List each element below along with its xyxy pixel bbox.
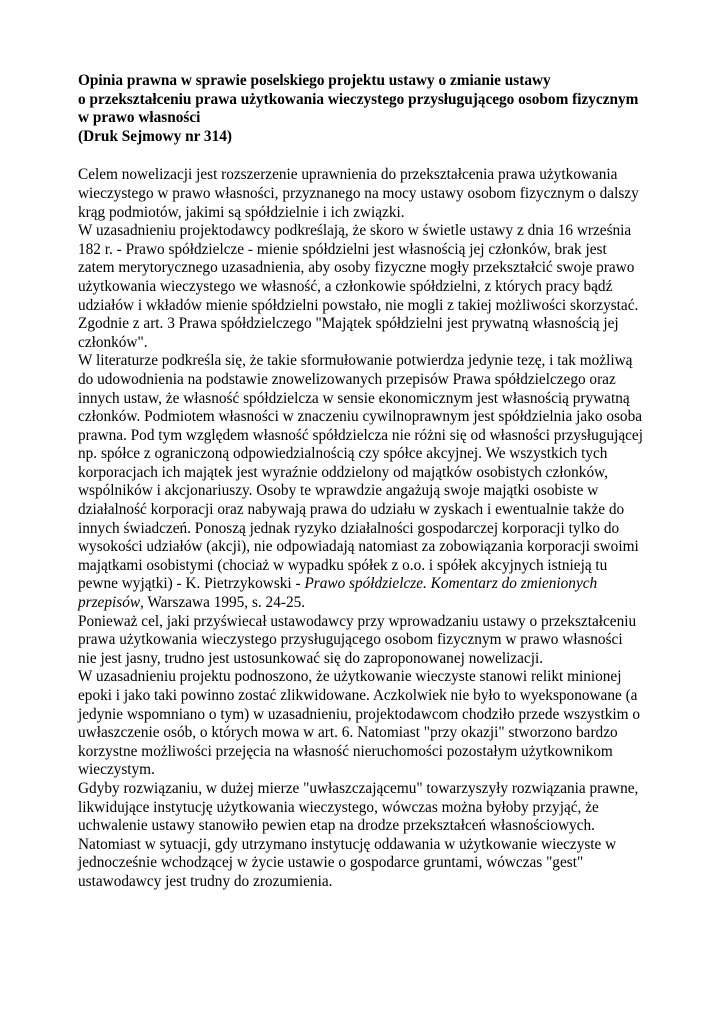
document-page	[78, 72, 644, 892]
paragraph-relic: W uzasadnieniu projektu podnoszono, że użytkowanie wieczyste stanowi relikt minionej epoki i jako taki powinno zostać zlikwidowane. Aczkolwiek nie było to wyeksponowane (a jedynie wspomniano o tym) w uzasadnieniu, projektodawcom chodziło przede wszystkim o uwłaszczenie osób, o których mowa w art. 6. Natomiast "przy okazji" stworzono bardzo korzystne możliwości przejęcia na własność nieruchomości pozostałym użytkownikom wieczystym.	[78, 668, 641, 779]
spacer	[78, 146, 644, 166]
title-line: (Druk Sejmowy nr 314)	[78, 127, 232, 145]
title-line: o przekształceniu prawa użytkowania wieczystego przysługującego osobom fizycznym w prawo własności	[78, 90, 639, 127]
literature-text: W literaturze podkreśla się, że takie sformułowanie potwierdza jedynie tezę, i tak możliwą do udowodnienia na podstawie znowelizowanych przepisów Prawa spółdzielczego oraz innych ustaw, że własność spółdzielcza w sensie ekonomicznym jest własnością prywatną członków. Podmiotem własności w znaczeniu cywilnoprawnym jest spółdzielnia jako osoba prawna. Pod tym względem własność spółdzielcza nie różni się od własności przysługującej np. spółce z ograniczoną odpowiedzialnością czy spółce akcyjnej. We wszystkich tych korporacjach ich majątek jest wyraźnie oddzielony od majątków osobistych członków, wspólników i akcjonariuszy. Osoby te wprawdzie angażują swoje majątki osobiste w działalność korporacji oraz nabywają prawa do udziału w zyskach i ewentualnie także do innych świadczeń. Ponoszą jednak ryzyko działalności gospodarczej korporacji tylko do wysokości udziałów (akcji), nie odpowiadają natomiast za zobowiązania korporacji swoimi majątkami osobistymi (chociaż w wypadku spółek z o.o. i spółek akcyjnych istnieją tu pewne wyjątki) - K. Pietrzykowski -	[78, 352, 643, 593]
literature-citation-tail: , Warszawa 1995, s. 24-25.	[140, 594, 306, 612]
paragraph-purpose: Celem nowelizacji jest rozszerzenie uprawnienia do przekształcenia prawa użytkowania wieczystego w prawo własności, przyznanego na mocy ustawy osobom fizycznym o dalszy krąg podmiotów, jakimi są spółdzielnie i ich związki.	[78, 166, 639, 221]
title-line: Opinia prawna w sprawie poselskiego projektu ustawy o zmianie ustawy	[78, 72, 551, 89]
paragraph-legislator-purpose: Ponieważ cel, jaki przyświecał ustawodawcy przy wprowadzaniu ustawy o przekształceniu prawa użytkowania wieczystego przysługującego osobom fizycznym w prawo własności nie jest jasny, trudno jest ustosunkować się do zaproponowanej nowelizacji.	[78, 612, 637, 667]
paragraph-literature	[78, 352, 644, 612]
paragraph-justification: W uzasadnieniu projektodawcy podkreślają, że skoro w świetle ustawy z dnia 16 września 182 r. - Prawo spółdzielcze - mienie spółdzielni jest własnością jej członków, brak jest zatem merytorycznego uzasadnienia, aby osoby fizyczne mogły przekształcić swoje prawo użytkowania wieczystego we własność, a członkowie spółdzielni, z których pracy bądź udziałów i wkładów mienie spółdzielni powstało, nie mogli z takiej możliwości skorzystać. Zgodnie z art. 3 Prawa spółdzielczego "Majątek spółdzielni jest prywatną własnością jej członków".	[78, 222, 639, 351]
paragraph-conclusion: Gdyby rozwiązaniu, w dużej mierze "uwłaszczającemu" towarzyszyły rozwiązania prawne, likwidujące instytucję użytkowania wieczystego, wówczas można byłoby przyjąć, że uchwalenie ustawy stanowiło pewien etap na drodze przekształceń własnościowych. Natomiast w sytuacji, gdy utrzymano instytucję oddawania w użytkowanie wieczyste w jednocześnie wchodzącej w życie ustawie o gospodarce gruntami, wówczas "gest" ustawodawcy jest trudny do zrozumienia.	[78, 779, 639, 890]
literature-citation-title: Prawo spółdzielcze. Komentarz do zmienionych przepisów	[78, 575, 598, 612]
document-title	[78, 72, 644, 146]
